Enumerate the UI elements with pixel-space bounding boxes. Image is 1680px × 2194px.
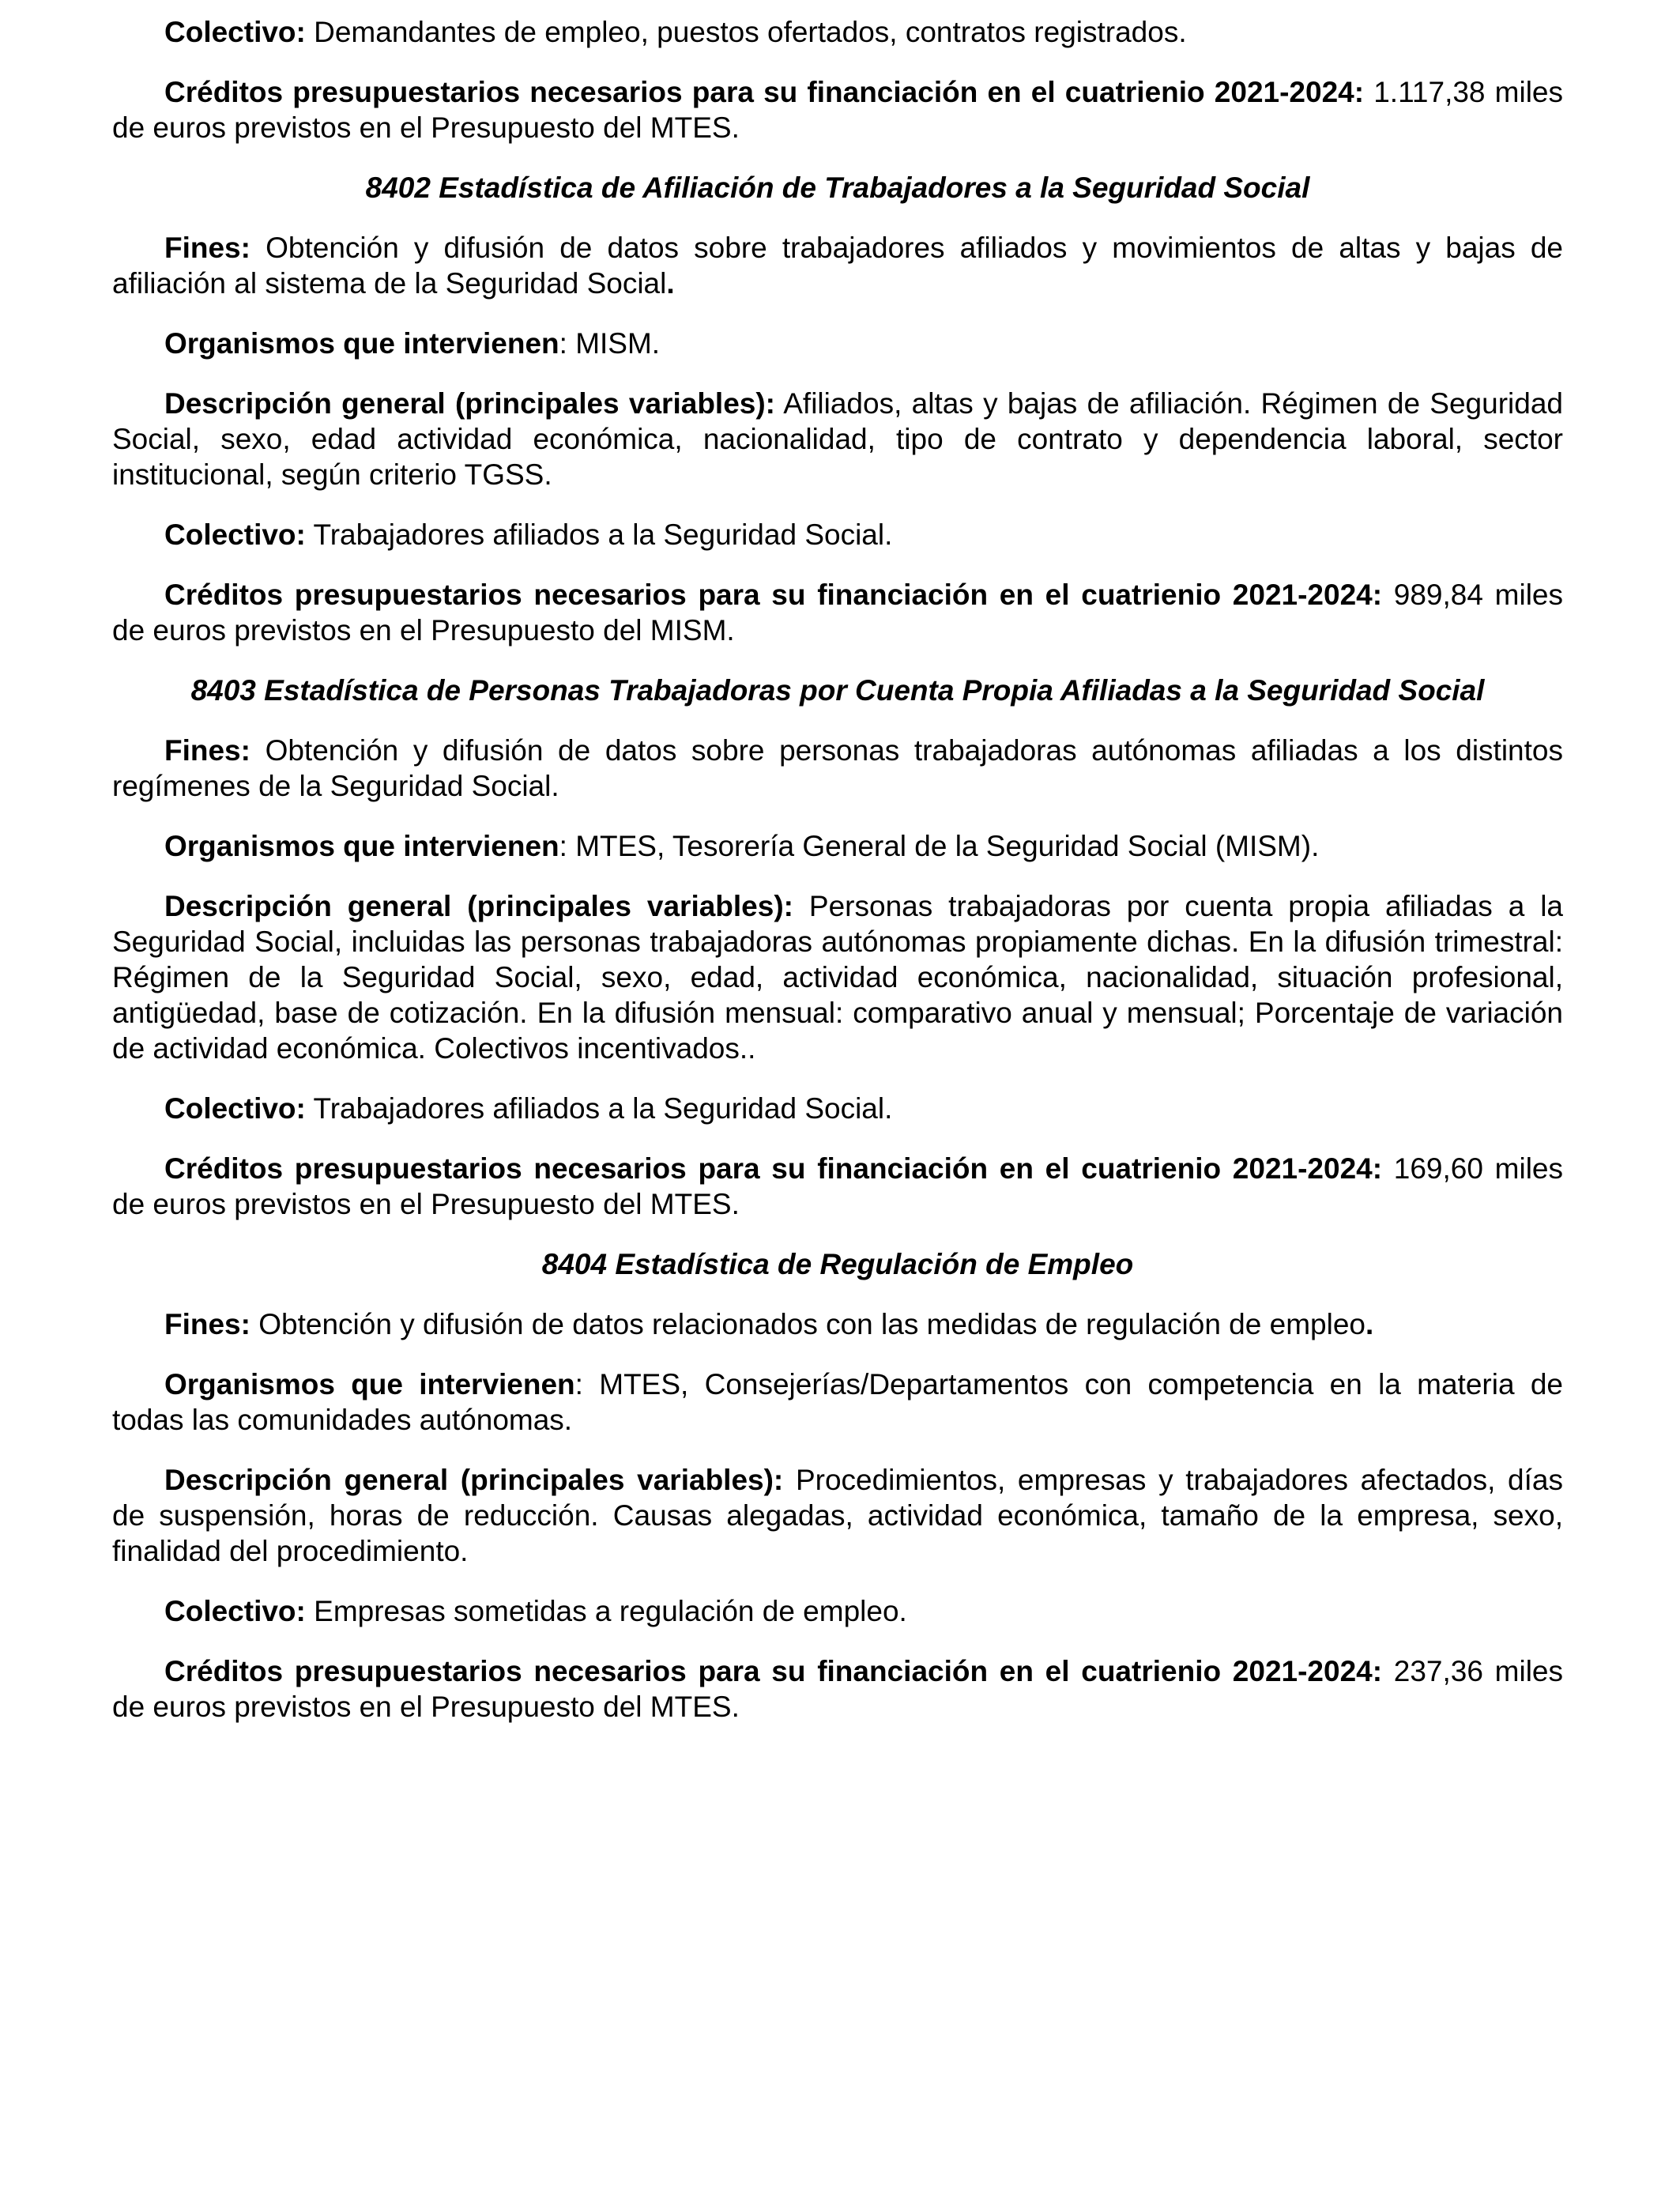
- fines-text: Obtención y difusión de datos sobre trabajadores afiliados y movimientos de altas y bajas de afiliación al sistema de la Seguridad Social: [112, 232, 1563, 300]
- fines-label: Fines:: [164, 232, 250, 264]
- fines-paragraph-8403: [112, 733, 1563, 804]
- fines-text: Obtención y difusión de datos sobre personas trabajadoras autónomas afiliadas a los distintos regímenes de la Seguridad Social.: [112, 734, 1563, 802]
- creditos-paragraph-8404: [112, 1653, 1563, 1725]
- descripcion-text: Personas trabajadoras por cuenta propia afiliadas a la Seguridad Social, incluidas las personas trabajadoras autónomas propiamente dichas. En la difusión trimestral: Régimen de la Seguridad Social, sexo, edad, actividad económica, nacionalidad, situación profesional, antigüedad, base de cotización. En la difusión mensual: comparativo anual y mensual; Porcentaje de variación de actividad económica. Colectivos incentivados..: [112, 890, 1564, 1065]
- colectivo-paragraph-8404: [112, 1593, 1563, 1629]
- creditos-text: 169,60 miles de euros previstos en el Presupuesto del MTES.: [112, 1152, 1563, 1220]
- section-heading-8404: 8404 Estadística de Regulación de Empleo: [541, 1248, 1134, 1280]
- fines-paragraph-8402: [112, 230, 1563, 301]
- organismos-paragraph-8402: [112, 326, 1563, 361]
- creditos-label: Créditos presupuestarios necesarios para su financiación en el cuatrienio 2021-2024:: [164, 1655, 1383, 1687]
- descripcion-label: Descripción general (principales variables):: [164, 1464, 784, 1496]
- descripcion-text: Afiliados, altas y bajas de afiliación. Régimen de Seguridad Social, sexo, edad actividad económica, nacionalidad, tipo de contrato y dependencia laboral, sector institucional, según criterio TGSS.: [112, 387, 1563, 491]
- colectivo-label: Colectivo:: [164, 1595, 306, 1627]
- fines-paragraph-8404: [112, 1306, 1563, 1342]
- fines-suffix: .: [1365, 1308, 1374, 1340]
- document-page: [112, 14, 1563, 1749]
- colectivo-paragraph-8403: [112, 1091, 1563, 1126]
- colectivo-label: Colectivo:: [164, 1092, 306, 1125]
- colectivo-paragraph-8402: [112, 517, 1563, 552]
- colectivo-text: Demandantes de empleo, puestos ofertados, contratos registrados.: [305, 16, 1187, 48]
- colectivo-label: Colectivo:: [164, 518, 306, 551]
- creditos-text: 237,36 miles de euros previstos en el Presupuesto del MTES.: [112, 1655, 1563, 1723]
- intro-creditos-paragraph: [112, 74, 1563, 145]
- colectivo-text: Trabajadores afiliados a la Seguridad Social.: [305, 1092, 893, 1125]
- fines-label: Fines:: [164, 1308, 250, 1340]
- organismos-paragraph-8404: [112, 1367, 1563, 1438]
- creditos-label: Créditos presupuestarios necesarios para su financiación en el cuatrienio 2021-2024:: [164, 579, 1383, 611]
- descripcion-text: Procedimientos, empresas y trabajadores afectados, días de suspensión, horas de reducción. Causas alegadas, actividad económica, tamaño de la empresa, sexo, finalidad del procedimiento.: [112, 1464, 1563, 1567]
- creditos-text: 1.117,38 miles de euros previstos en el Presupuesto del MTES.: [112, 76, 1563, 144]
- creditos-paragraph-8403: [112, 1151, 1563, 1222]
- fines-text: Obtención y difusión de datos relacionados con las medidas de regulación de empleo: [250, 1308, 1365, 1340]
- creditos-label: Créditos presupuestarios necesarios para su financiación en el cuatrienio 2021-2024:: [164, 1152, 1383, 1185]
- fines-label: Fines:: [164, 734, 250, 767]
- organismos-label: Organismos que intervienen: [164, 1368, 575, 1400]
- descripcion-paragraph-8402: [112, 386, 1563, 492]
- organismos-label: Organismos que intervienen: [164, 830, 559, 862]
- creditos-text: 989,84 miles de euros previstos en el Presupuesto del MISM.: [112, 579, 1563, 647]
- organismos-text: : MTES, Consejerías/Departamentos con competencia en la materia de todas las comunidades autónomas.: [112, 1368, 1563, 1436]
- creditos-paragraph-8402: [112, 577, 1563, 648]
- organismos-paragraph-8403: [112, 828, 1563, 864]
- colectivo-text: Empresas sometidas a regulación de empleo.: [305, 1595, 907, 1627]
- organismos-label: Organismos que intervienen: [164, 327, 559, 360]
- descripcion-label: Descripción general (principales variables):: [164, 387, 775, 420]
- colectivo-text: Trabajadores afiliados a la Seguridad Social.: [305, 518, 893, 551]
- section-heading-8403: 8403 Estadística de Personas Trabajadoras por Cuenta Propia Afiliadas a la Seguridad Social: [190, 674, 1485, 707]
- descripcion-label: Descripción general (principales variables):: [164, 890, 793, 922]
- section-heading-8402: 8402 Estadística de Afiliación de Trabajadores a la Seguridad Social: [365, 172, 1310, 204]
- organismos-text: : MISM.: [559, 327, 661, 360]
- descripcion-paragraph-8404: [112, 1462, 1563, 1569]
- descripcion-paragraph-8403: [112, 888, 1563, 1066]
- organismos-text: : MTES, Tesorería General de la Seguridad Social (MISM).: [559, 830, 1320, 862]
- creditos-label: Créditos presupuestarios necesarios para su financiación en el cuatrienio 2021-2024:: [164, 76, 1365, 108]
- intro-colectivo-paragraph: [112, 14, 1563, 50]
- colectivo-label: Colectivo:: [164, 16, 306, 48]
- fines-suffix: .: [666, 267, 675, 300]
